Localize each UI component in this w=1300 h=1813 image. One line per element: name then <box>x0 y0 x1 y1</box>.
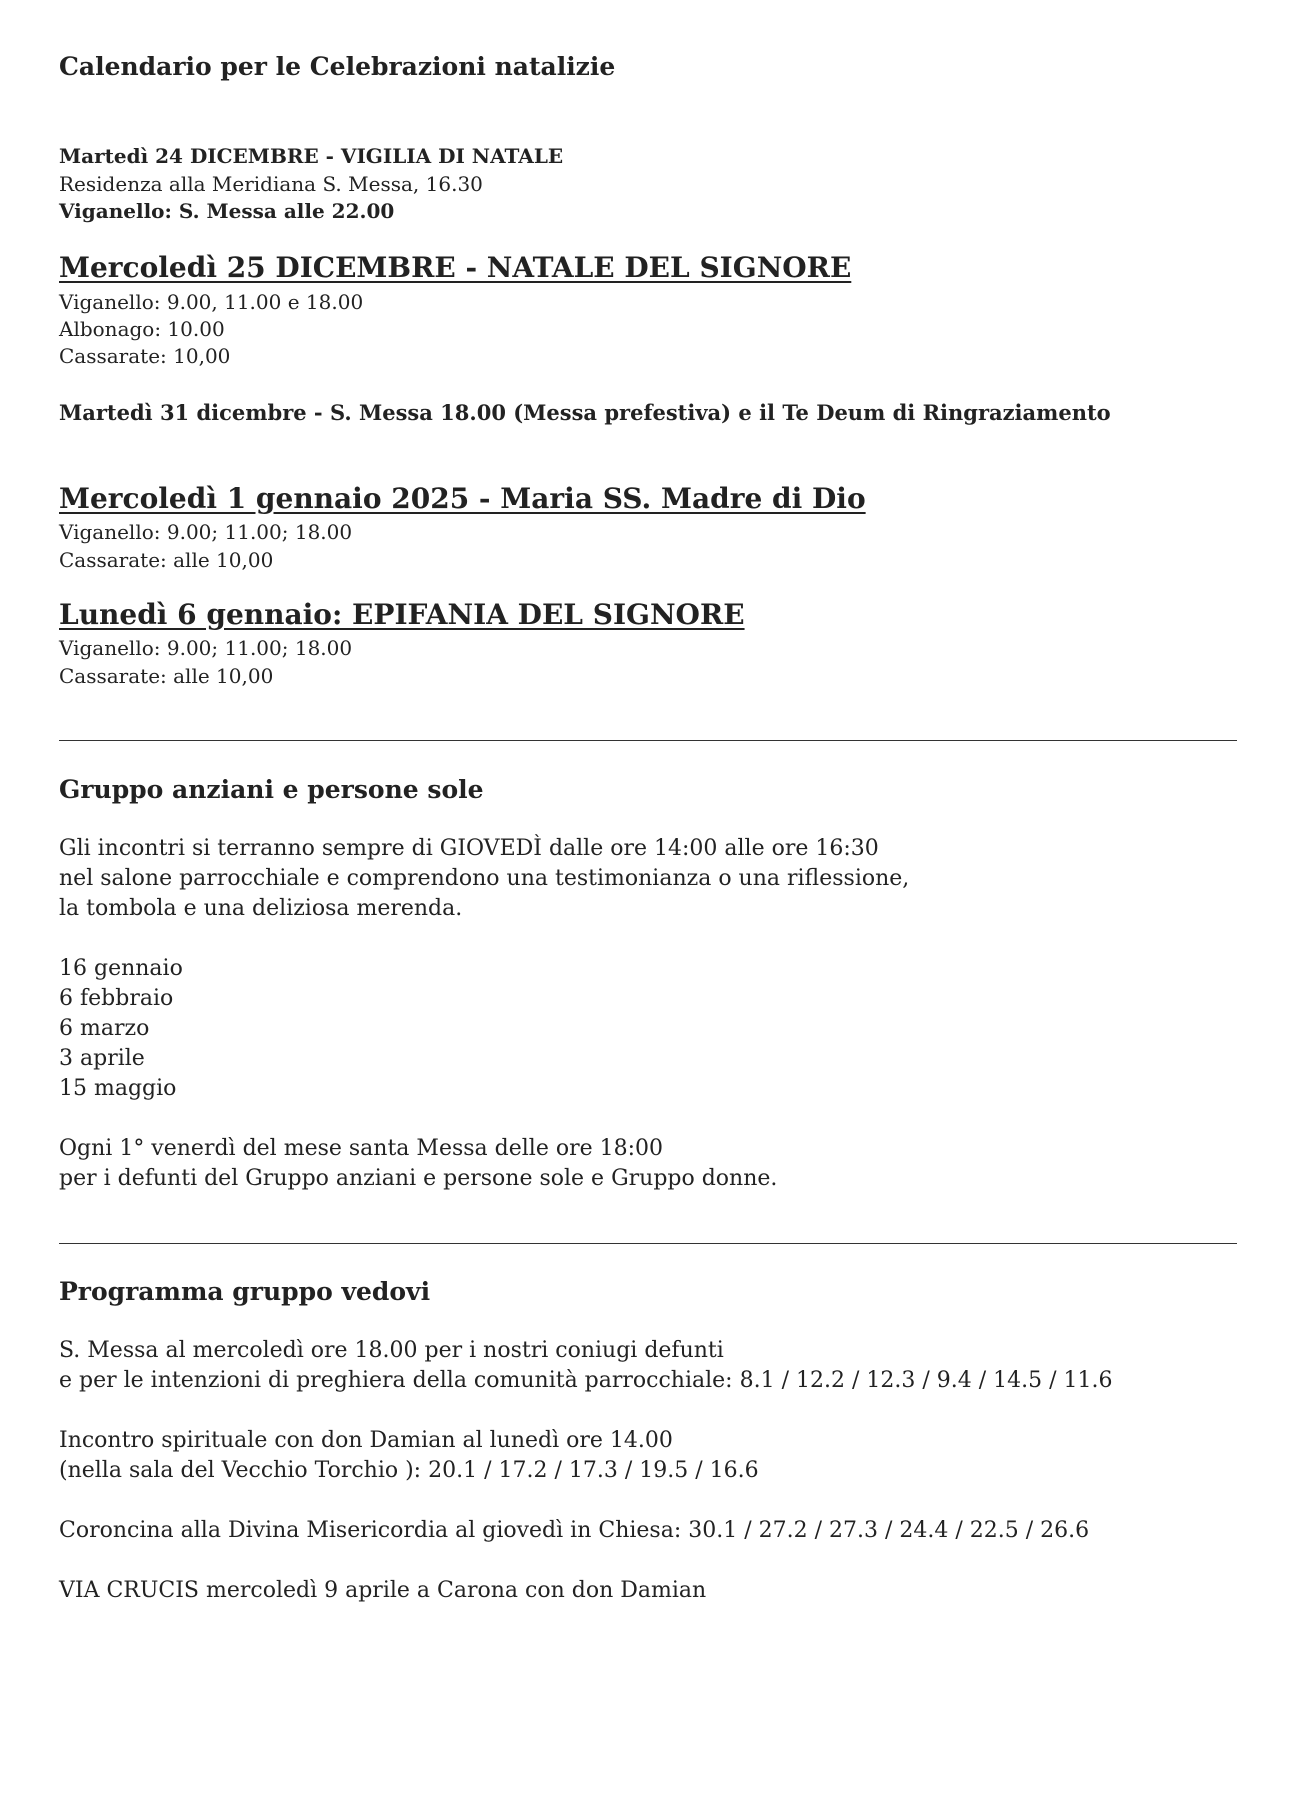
elderly-group-intro-line: la tombola e una deliziosa merenda. <box>59 896 463 921</box>
christmas-day-line: Viganello: 9.00, 11.00 e 18.00 <box>59 290 364 314</box>
section-divider <box>59 1243 1237 1244</box>
widows-mass-line: e per le intenzioni di preghiera della comunità parrocchiale: 8.1 / 12.2 / 12.3 / 9.4 / 14.5 / 11.6 <box>59 1368 1113 1393</box>
elderly-group-note-line: per i defunti del Gruppo anziani e persone sole e Gruppo donne. <box>59 1166 778 1191</box>
elderly-group-date: 6 marzo <box>59 1016 150 1041</box>
widows-spiritual-line: (nella sala del Vecchio Torchio ): 20.1 / 17.2 / 17.3 / 19.5 / 16.6 <box>59 1458 759 1483</box>
christmas-eve-line: Residenza alla Meridiana S. Messa, 16.30 <box>59 172 483 196</box>
elderly-group-intro-line: Gli incontri si terranno sempre di GIOVEDÌ dalle ore 14:00 alle ore 16:30 <box>59 836 879 861</box>
elderly-group-note-line: Ogni 1° venerdì del mese santa Messa delle ore 18:00 <box>59 1136 664 1161</box>
elderly-group-date: 3 aprile <box>59 1046 145 1071</box>
widows-coroncina: Coroncina alla Divina Misericordia al giovedì in Chiesa: 30.1 / 27.2 / 27.3 / 24.4 / 22.5 / 26.6 <box>59 1518 1090 1543</box>
section-divider <box>59 740 1237 741</box>
new-years-day-line: Cassarate: alle 10,00 <box>59 548 274 572</box>
christmas-day-heading: Mercoledì 25 DICEMBRE - NATALE DEL SIGNORE <box>59 251 852 284</box>
new-years-eve-text: Martedì 31 dicembre - S. Messa 18.00 (Messa prefestiva) e il Te Deum di Ringraziamento <box>59 400 1111 425</box>
epiphany-line: Cassarate: alle 10,00 <box>59 664 274 688</box>
page-title: Calendario per le Celebrazioni natalizie <box>59 52 616 81</box>
elderly-group-date: 6 febbraio <box>59 986 174 1011</box>
widows-spiritual-line: Incontro spirituale con don Damian al lunedì ore 14.00 <box>59 1428 673 1453</box>
christmas-day-line: Cassarate: 10,00 <box>59 344 231 368</box>
elderly-group-intro-line: nel salone parrocchiale e comprendono una testimonianza o una riflessione, <box>59 866 910 891</box>
new-years-day-heading: Mercoledì 1 gennaio 2025 - Maria SS. Madre di Dio <box>59 482 866 515</box>
elderly-group-date: 16 gennaio <box>59 956 183 981</box>
christmas-day-line: Albonago: 10.00 <box>59 317 225 341</box>
christmas-eve-heading: Martedì 24 DICEMBRE - VIGILIA DI NATALE <box>59 144 564 168</box>
new-years-day-line: Viganello: 9.00; 11.00; 18.00 <box>59 520 353 544</box>
elderly-group-date: 15 maggio <box>59 1076 177 1101</box>
widows-mass-line: S. Messa al mercoledì ore 18.00 per i nostri coniugi defunti <box>59 1338 724 1363</box>
widows-via-crucis: VIA CRUCIS mercoledì 9 aprile a Carona con don Damian <box>59 1578 707 1603</box>
widows-group-heading: Programma gruppo vedovi <box>59 1277 431 1306</box>
christmas-eve-bold-line: Viganello: S. Messa alle 22.00 <box>59 199 395 223</box>
elderly-group-heading: Gruppo anziani e persone sole <box>59 775 484 804</box>
epiphany-line: Viganello: 9.00; 11.00; 18.00 <box>59 636 353 660</box>
epiphany-heading: Lunedì 6 gennaio: EPIFANIA DEL SIGNORE <box>59 598 745 631</box>
